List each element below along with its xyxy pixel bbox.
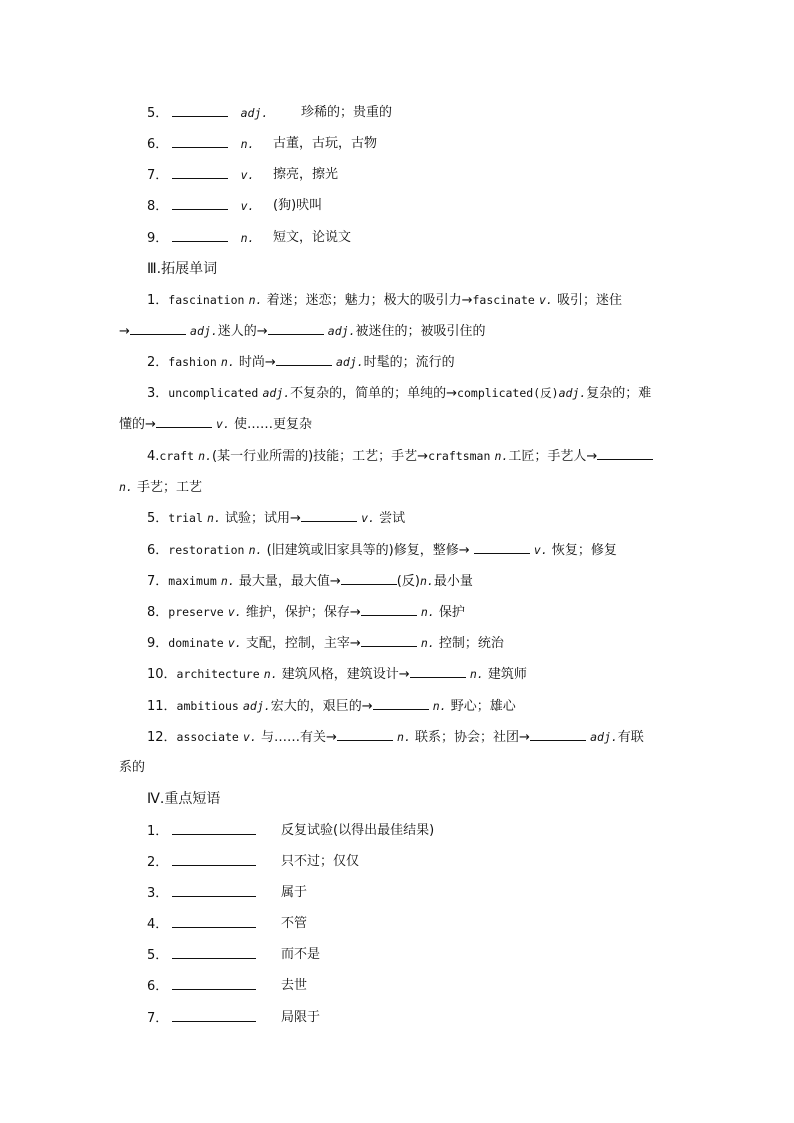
phrase-item — [147, 1009, 321, 1028]
arrow: → — [119, 324, 130, 339]
headword: dominate — [168, 636, 224, 650]
item-number: 7． — [147, 574, 169, 589]
part-of-speech: adj. — [240, 106, 269, 120]
definition: 手艺；工艺 — [137, 480, 203, 495]
item-number: 7． — [147, 168, 169, 183]
derivation-item — [147, 697, 516, 716]
vocab-item — [147, 135, 378, 154]
answer-blank[interactable] — [172, 197, 228, 210]
answer-blank[interactable] — [172, 104, 228, 117]
definition: 复杂的；难 — [586, 386, 652, 401]
derivation-item — [147, 384, 651, 403]
phrase-item — [147, 884, 308, 903]
headword: uncomplicated — [168, 386, 259, 400]
answer-blank[interactable] — [172, 915, 256, 928]
definition: 系的 — [119, 760, 146, 775]
part-of-speech: adj. — [558, 386, 587, 400]
phrase-item — [147, 822, 435, 841]
part-of-speech: adj. — [190, 324, 218, 338]
part-of-speech: n. — [198, 449, 213, 463]
section-heading: Ⅲ.拓展单词 — [147, 261, 218, 277]
headword: restoration — [168, 543, 245, 557]
definition: 控制；统治 — [438, 636, 504, 651]
headword: preserve — [168, 605, 224, 619]
part-of-speech: v. — [240, 168, 255, 182]
definition: 时髦的；流行的 — [363, 355, 455, 370]
part-of-speech: v. — [361, 511, 375, 525]
part-of-speech: n. — [432, 699, 447, 713]
answer-blank[interactable] — [172, 946, 256, 959]
definition: 迷人的→ — [217, 324, 268, 339]
part-of-speech: v. — [538, 293, 553, 307]
part-of-speech: n. — [494, 449, 509, 463]
definition: 保护 — [438, 605, 465, 620]
derivation-item-continued — [119, 322, 486, 341]
item-number: 4. — [147, 449, 160, 464]
definition: 建筑师 — [487, 667, 527, 682]
item-number: 6． — [147, 543, 169, 558]
answer-blank[interactable] — [530, 728, 586, 741]
part-of-speech: n. — [220, 574, 235, 588]
item-number: 5． — [147, 511, 169, 526]
item-number: 6． — [147, 979, 169, 994]
definition: 联系；协会；社团→ — [415, 730, 530, 745]
item-number: 4． — [147, 917, 169, 932]
part-of-speech: v. — [240, 199, 255, 213]
part-of-speech: v. — [216, 417, 230, 431]
answer-blank[interactable] — [130, 322, 186, 335]
definition: 宏大的，艰巨的→ — [270, 699, 373, 714]
meaning: 而不是 — [281, 947, 321, 962]
meaning: 属于 — [281, 885, 308, 900]
definition: (旧建筑或旧家具等的)修复，整修→ — [266, 543, 470, 558]
item-number: 9． — [147, 636, 169, 651]
part-of-speech: v. — [243, 730, 257, 744]
meaning: 珍稀的；贵重的 — [301, 105, 393, 120]
vocab-item — [147, 197, 323, 216]
answer-blank[interactable] — [301, 509, 357, 522]
headword: craft — [159, 449, 195, 463]
derivation-item — [147, 353, 455, 372]
headword: ambitious — [176, 699, 239, 713]
item-number: 1． — [147, 824, 169, 839]
answer-blank[interactable] — [172, 135, 228, 148]
part-of-speech: adj. — [262, 386, 291, 400]
part-of-speech: n. — [469, 667, 484, 681]
part-of-speech: n. — [397, 730, 411, 744]
derivation-item — [147, 572, 473, 591]
answer-blank[interactable] — [172, 884, 256, 897]
meaning: 局限于 — [281, 1010, 321, 1025]
part-of-speech: v. — [227, 636, 242, 650]
item-number: 8． — [147, 605, 169, 620]
answer-blank[interactable] — [172, 977, 256, 990]
headword: architecture — [176, 667, 260, 681]
meaning: 不管 — [281, 916, 308, 931]
definition: 恢复；修复 — [551, 543, 617, 558]
answer-blank[interactable] — [172, 229, 228, 242]
meaning: 去世 — [281, 978, 308, 993]
part-of-speech: v. — [227, 605, 242, 619]
definition: 与……有关→ — [261, 730, 337, 745]
part-of-speech: n. — [240, 137, 255, 151]
definition: 最小量 — [433, 574, 473, 589]
part-of-speech: n. — [248, 543, 263, 557]
definition: 被迷住的；被吸引住的 — [355, 324, 486, 339]
antonym-label: (反) — [396, 574, 420, 589]
answer-blank[interactable] — [474, 541, 530, 554]
definition: 懂的→ — [119, 417, 156, 432]
item-number: 8． — [147, 199, 169, 214]
part-of-speech: adj. — [335, 355, 364, 369]
derivation-item — [147, 634, 504, 653]
vocab-item — [147, 166, 339, 185]
meaning: 古董，古玩，古物 — [273, 136, 378, 151]
definition: 野心；雄心 — [450, 699, 516, 714]
phrase-item — [147, 853, 360, 872]
item-number: 9． — [147, 231, 169, 246]
related-word: craftsman — [428, 449, 491, 463]
item-number: 5． — [147, 948, 169, 963]
part-of-speech: n. — [240, 231, 255, 245]
headword: fashion — [168, 355, 217, 369]
headword: associate — [176, 730, 239, 744]
section-heading: Ⅳ.重点短语 — [147, 791, 221, 807]
derivation-item-continued — [119, 415, 312, 434]
definition: 试验；试用→ — [225, 511, 301, 526]
definition: 着迷；迷恋；魅力；极大的吸引力→ — [266, 293, 473, 308]
item-number: 7． — [147, 1011, 169, 1026]
part-of-speech: n. — [207, 511, 221, 525]
definition: 维护，保护；保存→ — [245, 605, 361, 620]
answer-blank[interactable] — [373, 697, 429, 710]
item-number: 6． — [147, 137, 169, 152]
item-number: 1． — [147, 293, 169, 308]
definition: 有联 — [617, 730, 644, 745]
answer-blank[interactable] — [337, 728, 393, 741]
item-number: 3． — [147, 386, 169, 401]
vocab-item — [147, 104, 393, 123]
answer-blank[interactable] — [172, 166, 228, 179]
definition: 建筑风格，建筑设计→ — [281, 667, 410, 682]
answer-blank[interactable] — [172, 822, 256, 835]
derivation-item — [147, 541, 617, 560]
part-of-speech: adj. — [243, 699, 271, 713]
part-of-speech: n. — [263, 667, 278, 681]
definition: 支配，控制，主宰→ — [245, 636, 361, 651]
answer-blank[interactable] — [172, 1009, 256, 1022]
item-number: 2． — [147, 855, 169, 870]
related-word: fascinate — [472, 293, 535, 307]
meaning: 反复试验(以得出最佳结果) — [281, 823, 435, 838]
item-number: 2． — [147, 355, 169, 370]
part-of-speech: n. — [419, 574, 434, 588]
item-number: 5． — [147, 106, 169, 121]
definition: 吸引；迷住 — [556, 293, 622, 308]
answer-blank[interactable] — [156, 415, 212, 428]
definition: 时尚→ — [238, 355, 276, 370]
part-of-speech: adj. — [590, 730, 618, 744]
derivation-item — [147, 603, 465, 622]
answer-blank[interactable] — [276, 353, 332, 366]
derivation-item-continued — [119, 759, 145, 777]
answer-blank[interactable] — [341, 572, 397, 585]
derivation-item — [147, 509, 405, 528]
answer-blank[interactable] — [597, 447, 653, 460]
answer-blank[interactable] — [361, 603, 417, 616]
definition: 不复杂的，简单的；单纯的→ — [290, 386, 458, 401]
headword: fascination — [168, 293, 245, 307]
derivation-item — [147, 728, 644, 747]
headword: maximum — [168, 574, 217, 588]
meaning: 短文，论说文 — [273, 230, 352, 245]
part-of-speech: adj. — [327, 324, 356, 338]
phrase-item — [147, 915, 308, 934]
part-of-speech: n. — [248, 293, 263, 307]
definition: 使……更复杂 — [234, 417, 313, 432]
part-of-speech: n. — [119, 480, 133, 494]
derivation-item-continued — [119, 478, 202, 497]
meaning: 擦亮，擦光 — [273, 167, 339, 182]
item-number: 12． — [147, 730, 177, 745]
item-number: 10． — [147, 667, 177, 682]
phrase-item — [147, 977, 308, 996]
vocab-item — [147, 229, 352, 248]
answer-blank[interactable] — [268, 322, 324, 335]
headword: trial — [168, 511, 203, 525]
definition: 最大量，最大值→ — [238, 574, 341, 589]
part-of-speech: n. — [420, 605, 435, 619]
answer-blank[interactable] — [410, 665, 466, 678]
meaning: 只不过；仅仅 — [281, 854, 360, 869]
definition: 尝试 — [379, 511, 406, 526]
item-number: 11． — [147, 699, 177, 714]
item-number: 3． — [147, 886, 169, 901]
related-word: complicated(反) — [457, 386, 559, 400]
derivation-item — [147, 447, 653, 466]
meaning: (狗)吠叫 — [273, 198, 323, 213]
answer-blank[interactable] — [361, 634, 417, 647]
part-of-speech: n. — [220, 355, 235, 369]
answer-blank[interactable] — [172, 853, 256, 866]
part-of-speech: n. — [420, 636, 435, 650]
part-of-speech: v. — [533, 543, 548, 557]
derivation-item — [147, 665, 527, 684]
derivation-item — [147, 291, 622, 310]
definition: (某一行业所需的)技能；工艺；手艺→ — [212, 449, 429, 464]
definition: 工匠；手艺人→ — [508, 449, 598, 464]
phrase-item — [147, 946, 321, 965]
